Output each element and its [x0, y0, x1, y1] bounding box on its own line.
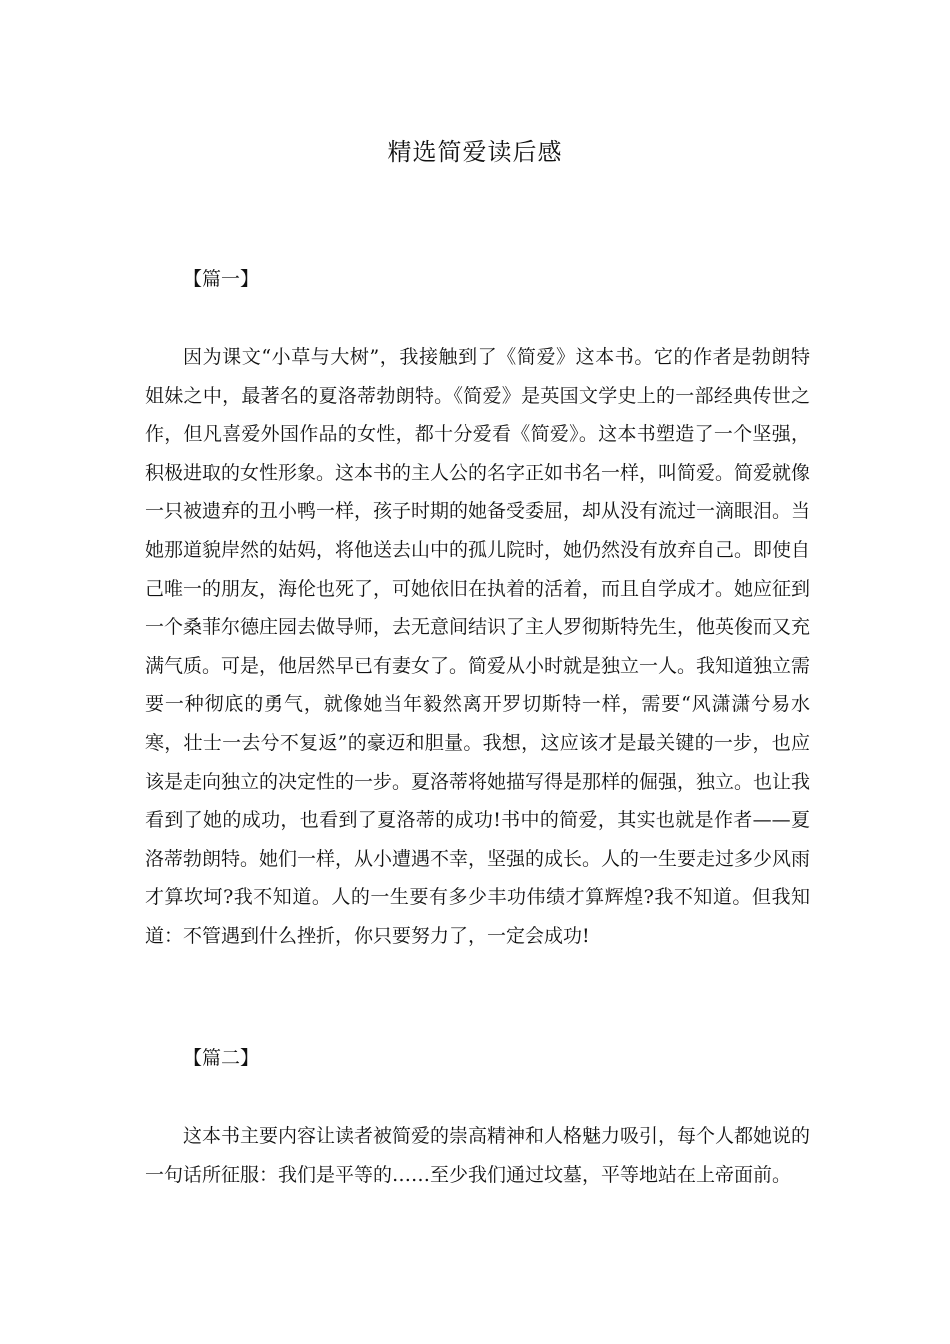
section-heading-1: 【篇一】: [183, 268, 260, 290]
section-paragraph-1: 因为课文“小草与大树”，我接触到了《简爱》这本书。它的作者是勃朗特姐妹之中，最著名的夏洛蒂勃朗特。《简爱》是英国文学史上的一部经典传世之作，但凡喜爱外国作品的女性，都十分爱看《简爱》。这本书塑造了一个坚强，积极进取的女性形象。这本书的主人公的名字正如书名一样，叫简爱。简爱就像一只被遗弃的丑小鸭一样，孩子时期的她备受委屈，却从没有流过一滴眼泪。当她那道貌岸然的姑妈，将他送去山中的孤儿院时，她仍然没有放弃自己。即使自己唯一的朋友，海伦也死了，可她依旧在执着的活着，而且自学成才。她应征到一个桑菲尔德庄园去做导师，去无意间结识了主人罗彻斯特先生，他英俊而又充满气质。可是，他居然早已有妻女了。简爱从小时就是独立一人。我知道独立需要一种彻底的勇气，就像她当年毅然离开罗切斯特一样，需要“风潇潇兮易水寒，壮士一去兮不复返”的豪迈和胆量。我想，这应该才是最关键的一步，也应该是走向独立的决定性的一步。夏洛蒂将她描写得是那样的倔强，独立。也让我看到了她的成功，也看到了夏洛蒂的成功!书中的简爱，其实也就是作者——夏洛蒂勃朗特。她们一样，从小遭遇不幸，坚强的成长。人的一生要走过多少风雨才算坎坷?我不知道。人的一生要有多少丰功伟绩才算辉煌?我不知道。但我知道：不管遇到什么挫折，你只要努力了，一定会成功!: [145, 346, 811, 947]
section-heading-2: 【篇二】: [183, 1047, 260, 1069]
section-paragraph-2: 这本书主要内容让读者被简爱的崇高精神和人格魅力吸引，每个人都她说的一句话所征服：我们是平等的……至少我们通过坟墓，平等地站在上帝面前。: [145, 1125, 811, 1186]
document-title: 精选简爱读后感: [387, 138, 563, 166]
